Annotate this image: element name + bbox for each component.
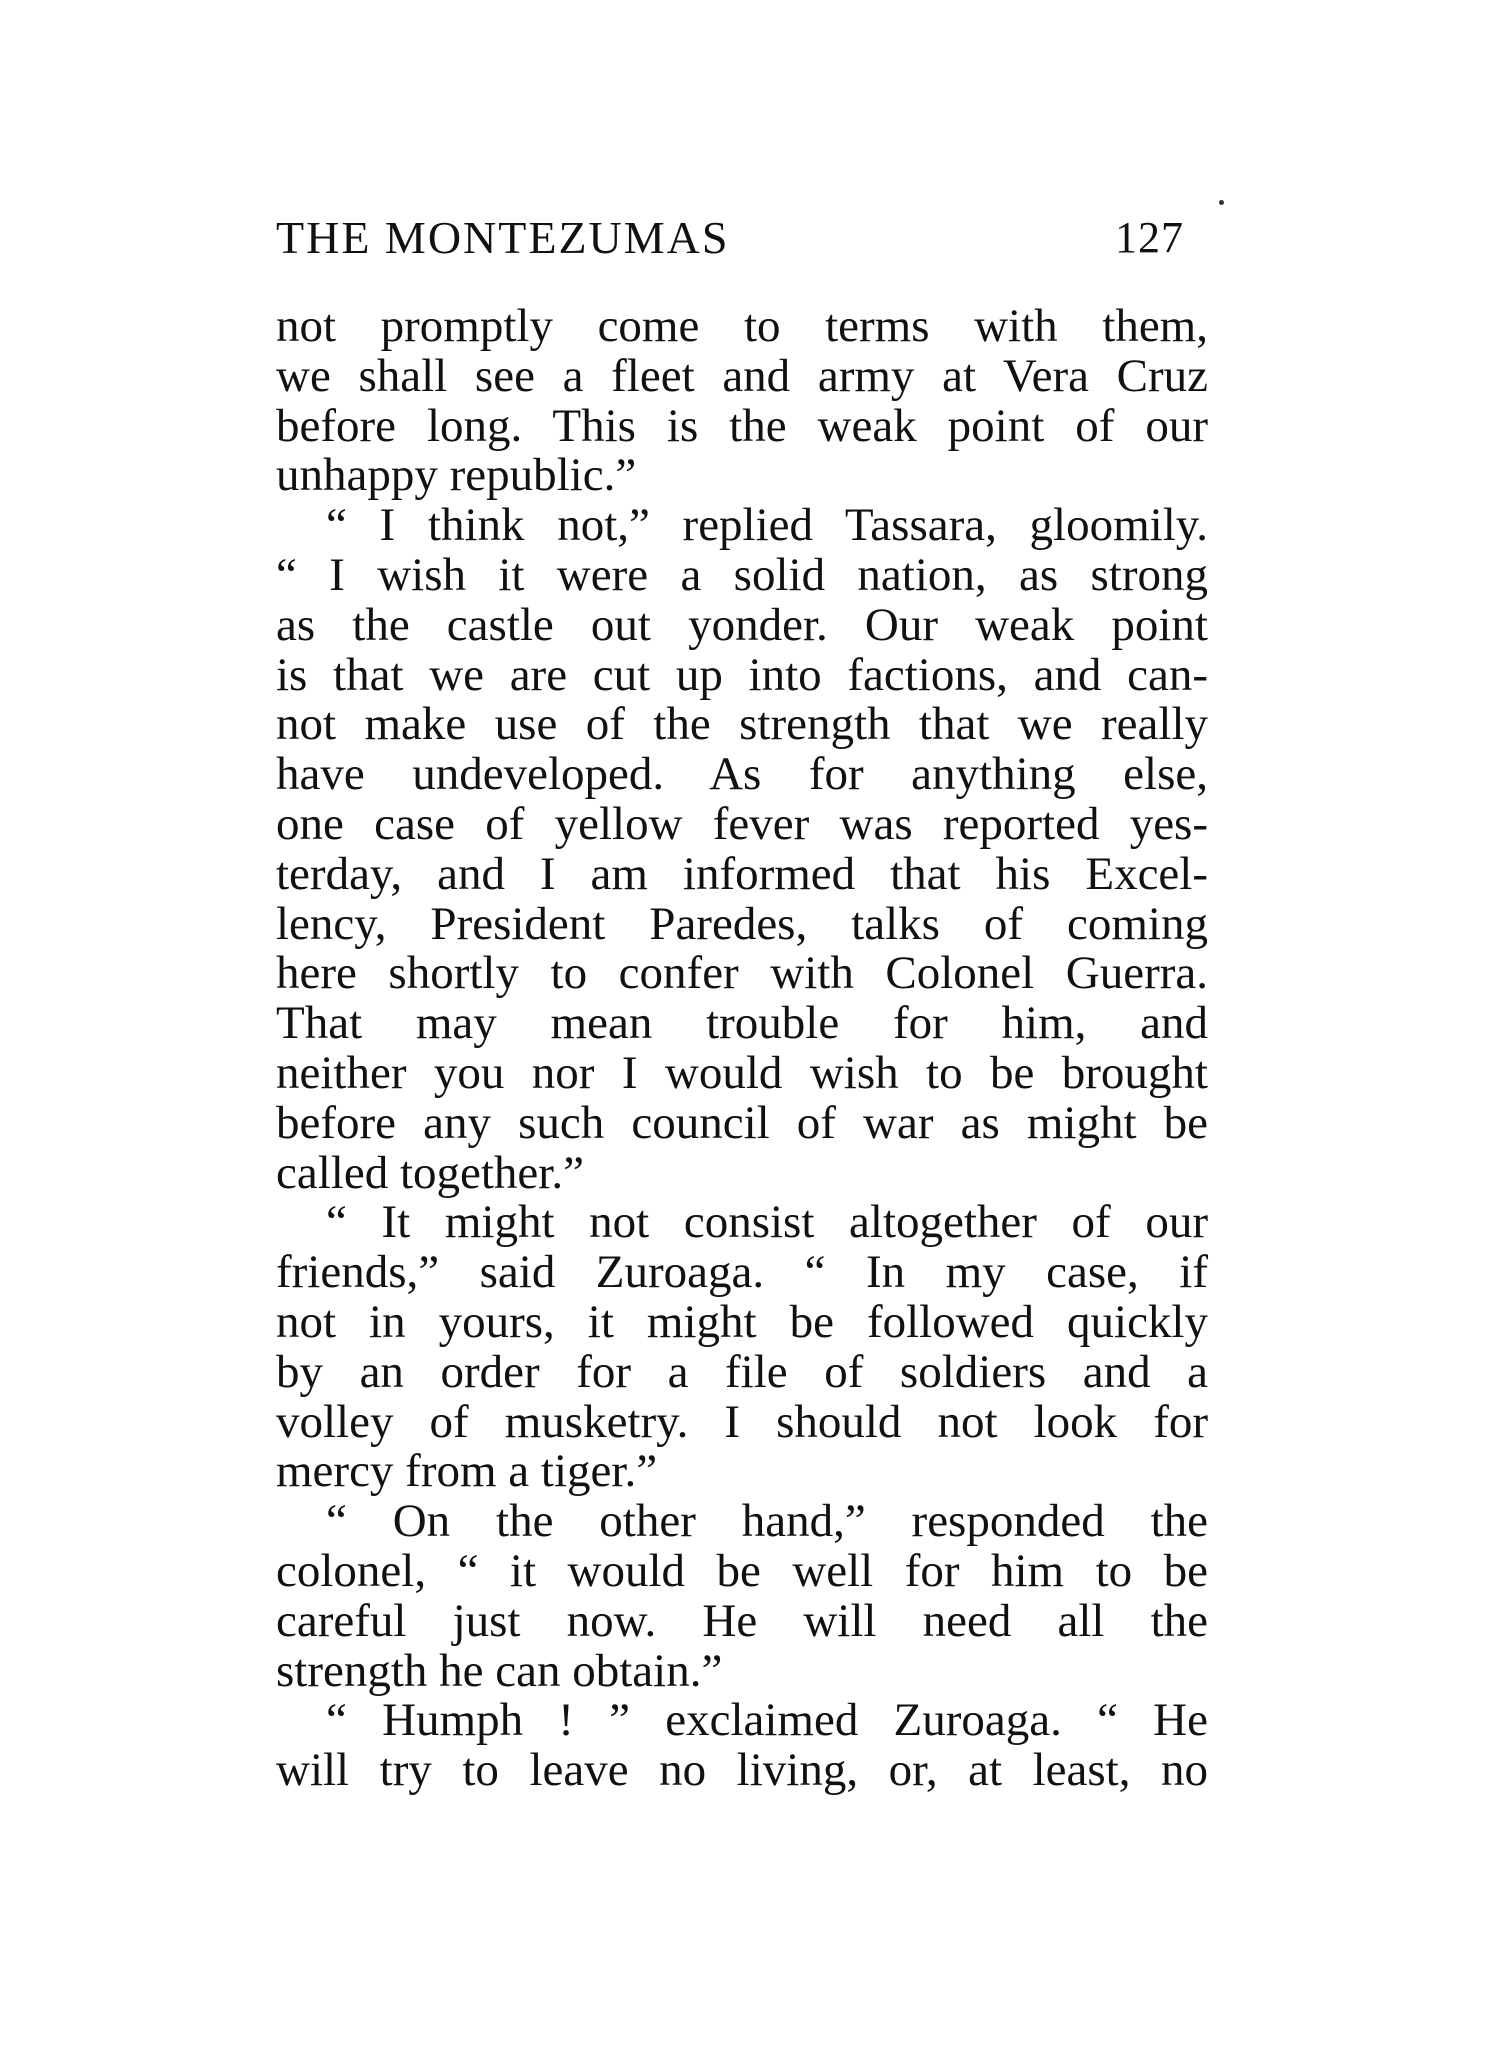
body-text (276, 302, 1208, 1796)
text-line: by an order for a file of soldiers and a (276, 1345, 1208, 1398)
text-line: we shall see a fleet and army at Vera Cruz (276, 349, 1208, 402)
text-line: volley of musketry. I should not look for (276, 1395, 1208, 1448)
running-title: THE MONTEZUMAS (276, 212, 730, 263)
text-line: unhappy republic.” (276, 449, 637, 502)
text-line: neither you nor I would wish to be brought (276, 1046, 1208, 1099)
text-line: lency, President Paredes, talks of coming (276, 897, 1208, 950)
text-line: as the castle out yonder. Our weak point (276, 598, 1208, 651)
text-line: terday, and I am informed that his Excel- (276, 847, 1208, 900)
page-number: 127 (1115, 213, 1184, 262)
text-line: friends,” said Zuroaga. “ In my case, if (276, 1246, 1208, 1299)
text-line: That may mean trouble for him, and (276, 997, 1208, 1050)
text-line: not make use of the strength that we really (276, 698, 1208, 751)
text-line: not promptly come to terms with them, (276, 300, 1208, 352)
text-line: “ I think not,” replied Tassara, gloomily. (326, 499, 1208, 552)
text-line: colonel, “ it would be well for him to be (276, 1544, 1208, 1597)
text-line: “ Humph ! ” exclaimed Zuroaga. “ He (326, 1694, 1208, 1747)
running-head (276, 208, 1196, 268)
text-line: before long. This is the weak point of our (276, 399, 1208, 452)
text-line: will try to leave no living, or, at least, no (276, 1744, 1208, 1797)
text-line: called together.” (276, 1146, 584, 1199)
text-line: strength he can obtain.” (276, 1644, 723, 1697)
text-line: here shortly to confer with Colonel Guerra. (276, 947, 1208, 1000)
text-line: one case of yellow fever was reported yes- (276, 797, 1208, 850)
text-line: not in yours, it might be followed quickly (276, 1295, 1208, 1348)
text-line: “ It might not consist altogether of our (326, 1196, 1208, 1249)
text-line: have undeveloped. As for anything else, (276, 748, 1208, 801)
text-line: mercy from a tiger.” (276, 1445, 658, 1498)
text-line: careful just now. He will need all the (276, 1594, 1208, 1647)
text-line: “ I wish it were a solid nation, as strong (276, 548, 1208, 601)
print-speck (1219, 200, 1224, 205)
text-line: is that we are cut up into factions, and can- (276, 648, 1208, 701)
text-line: before any such council of war as might be (276, 1096, 1208, 1149)
text-line: “ On the other hand,” responded the (326, 1495, 1208, 1548)
